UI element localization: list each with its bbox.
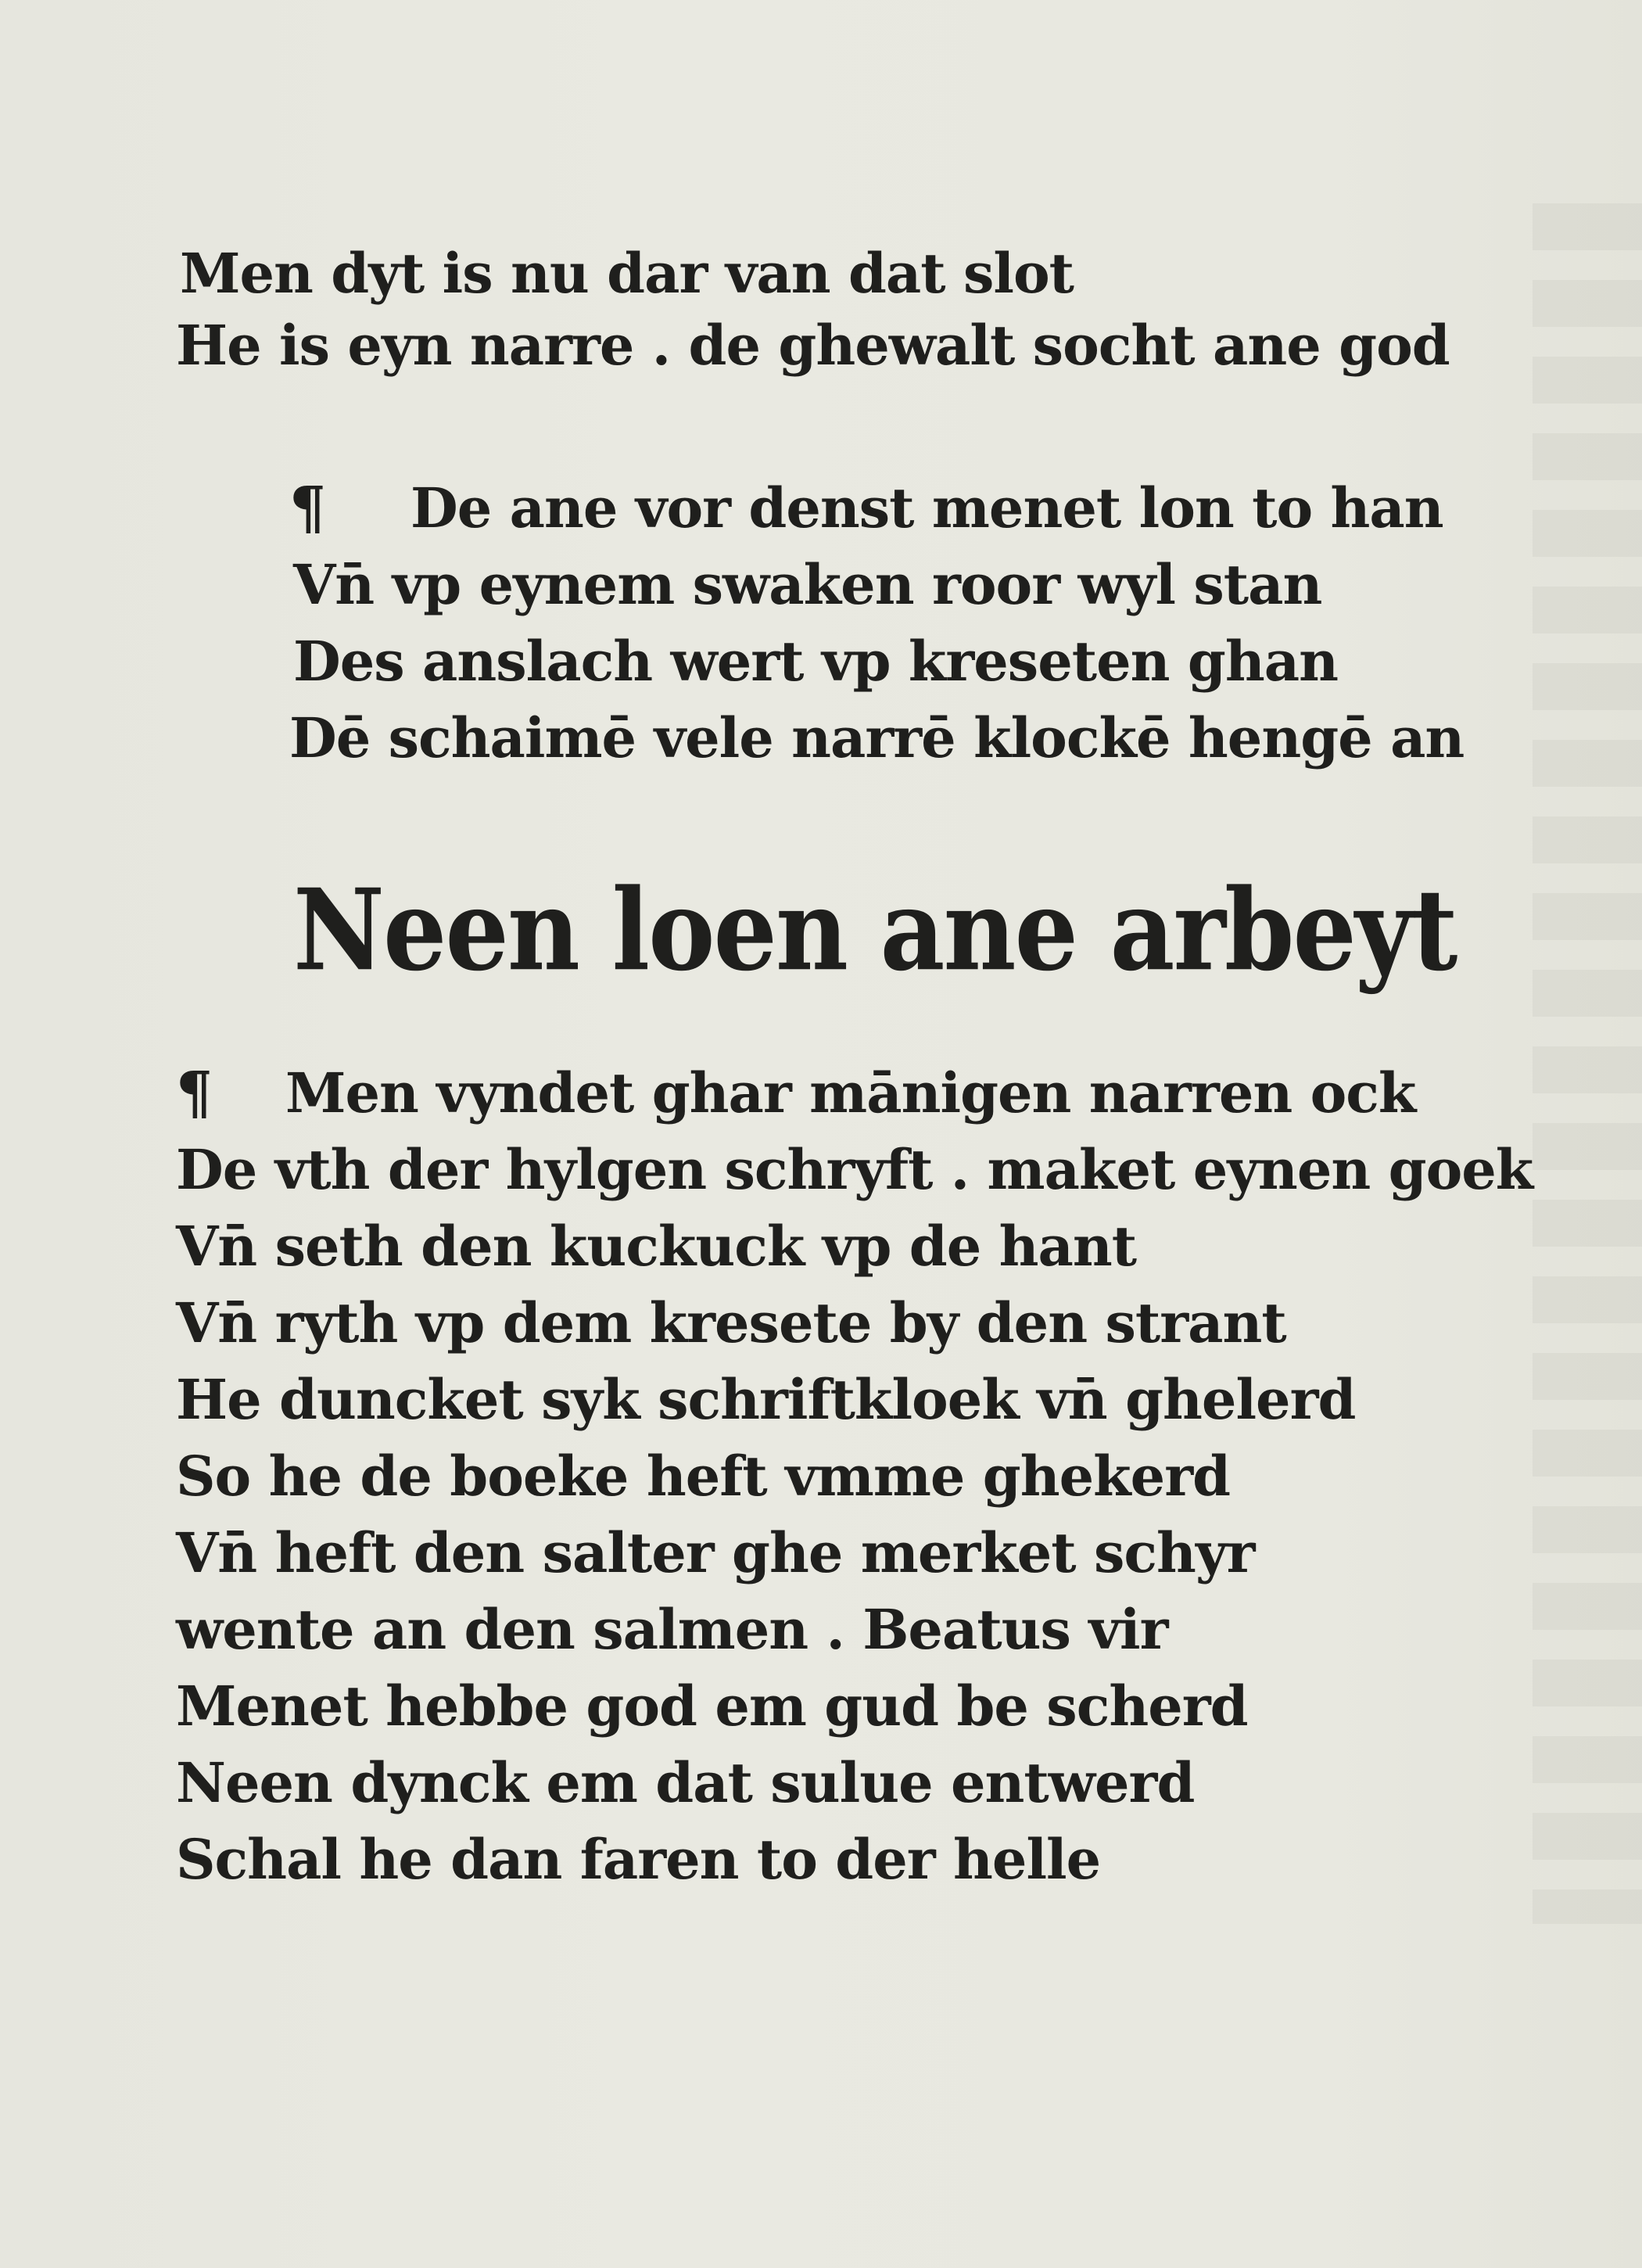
verse-line: Menet hebbe god em gud be scherd <box>176 1674 1248 1739</box>
verse-line: Men vyndet ghar mānigen narren ock <box>285 1060 1416 1125</box>
verse-line: Vn̄ vp eynem swaken roor wyl stan <box>293 552 1322 617</box>
show-through-text <box>1533 203 1642 1924</box>
pilcrow-mark: ¶ <box>289 475 327 542</box>
verse-line: Vn̄ ryth vp dem kresete by den strant <box>176 1290 1286 1355</box>
verse-line: Vn̄ seth den kuckuck vp de hant <box>176 1214 1137 1279</box>
verse-line: De vth der hylgen schryft . maket eynen goek <box>176 1137 1533 1202</box>
pilcrow-mark: ¶ <box>176 1060 213 1127</box>
verse-line: Neen dynck em dat sulue entwerd <box>176 1750 1195 1815</box>
verse-line: So he de boeke heft vmme ghekerd <box>176 1444 1231 1509</box>
verse-line: De ane vor denst menet lon to han <box>410 475 1443 540</box>
verse-line: He is eyn narre . de ghewalt socht ane god <box>176 313 1450 378</box>
verse-line: Schal he dan faren to der helle <box>176 1827 1101 1892</box>
section-heading: Neen loen ane arbeyt <box>293 865 1457 996</box>
verse-line: Des anslach wert vp kreseten ghan <box>293 629 1338 694</box>
verse-line: wente an den salmen . Beatus vir <box>176 1597 1168 1662</box>
verse-line: He duncket syk schriftkloek vn̄ ghelerd <box>176 1367 1356 1432</box>
verse-line: Vn̄ heft den salter ghe merket schyr <box>176 1520 1255 1585</box>
verse-line: Dē schaimē vele narrē klockē hengē an <box>289 705 1465 770</box>
verse-line: Men dyt is nu dar van dat slot <box>180 241 1074 306</box>
